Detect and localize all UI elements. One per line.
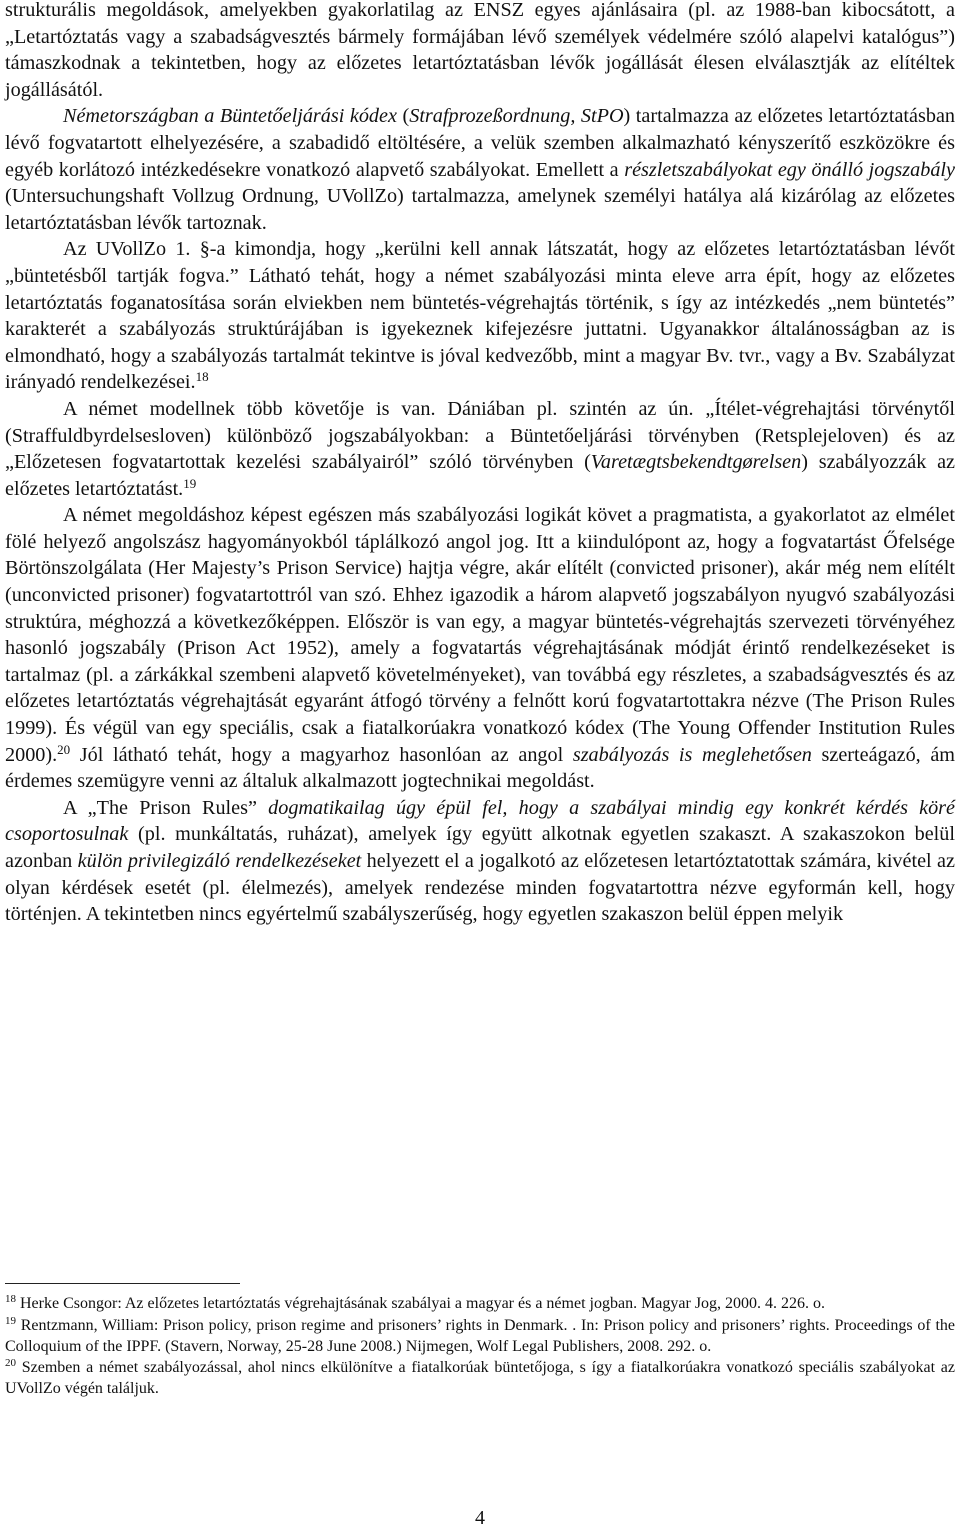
document-page (5, 0, 955, 1537)
footnote-text: Rentzmann, William: Prison policy, prison regime and prisoners’ rights in Denmark. . In: Prison policy and prisoners’ rights. Proceedings of the Colloquium of the IPPF. (Stavern, Norway, 25-28 June 2008.) Nijmegen, Wolf Legal Publishers, 2008. 292. o. (5, 1316, 955, 1355)
footnote-number: 18 (5, 1293, 16, 1305)
body-paragraph: A „The Prison Rules” dogmatikailag úgy épül fel, hogy a szabályai mindig egy konkrét kérdés köré csoportosulnak (pl. munkáltatás, ruházat), amelyek így együtt alkotnak egyetlen szakaszt. A szakaszokon belül azonban külön privilegizáló rendelkezéseket helyezett el a jogalkotó az előzetesen letartóztatottak számára, kivétel az olyan kérdések esetét (pl. élelmezés), amelyek rendezése minden fogvatartottra nézve egyformán kell, hogy történjen. A tekintetben nincs egyértelmű szabályszerűség, hogy egyetlen szakaszon belül éppen melyik (5, 796, 956, 926)
footnote-number: 19 (5, 1314, 16, 1327)
footnote (5, 1358, 955, 1400)
footnote-number: 20 (5, 1357, 16, 1370)
footnote-ref[interactable]: 18 (195, 369, 209, 385)
footnote (5, 1316, 955, 1358)
page-number: 4 (475, 1507, 485, 1529)
body-paragraph: A német modellnek több követője is van. Dániában pl. szintén az ún. „Ítélet-végrehajtási törvénytől (Straffuldbyrdelsesloven) különböző jogszabályokban: a Büntetőeljárási törvényben (Retsplejeloven) és az „Előzetesen fogvatartottak kezelési szabályairól” szóló törvényben (Varetægtsbekendtgørelsen) szabályozzák az előzetes letartóztatást.$^{19}$ (5, 397, 955, 500)
footnote-text: Szemben a német szabályozással, ahol nincs elkülönítve a fiatalkorúak büntetőjoga, s így a fiatalkorúakra vonatkozó speciális szabályokat az UVollZo végén találjuk. (5, 1359, 955, 1398)
footnote-ref[interactable]: 20 (57, 741, 71, 757)
footnote (5, 1294, 955, 1315)
body-paragraph: A német megoldáshoz képest egészen más szabályozási logikát követ a pragmatista, a gyakorlatot az elmélet fölé helyező angolszász hagyományokból táplálkozó angol jog. Itt a kiindulópont az, hogy a fogvatartást Őfelsége Börtönszolgálata (Her Majesty’s Prison Service) hajtja végre, akár elítélt (convicted prisoner), akár még nem elítélt (unconvicted prisoner) fogvatartottról van szó. Ehhez igazodik a három alapvető jogszabályon nyugvó szabályozási struktúra, méghozzá a következőképpen. Először is van egy, a magyar büntetés-végrehajtás szervezeti törvényéhez hasonló jogszabály (Prison Act 1952), amely a fogvatartás végrehajtásának módját érintő rendelkezéseket is tartalmaz (pl. a zárkákkal szembeni alapvető követelményeket), van továbbá egy részletes, a szabadságvesztés és az előzetes letartóztatás végrehajtását egyaránt átfogó törvény a felnőtt korú fogvatartottakra nézve (The Prison Rules 1999). És végül van egy speciális, csak a fiatalkorúakra vonatkozó kódex (The Young Offender Institution Rules 2000).$^{20}$ Jól látható tehát, hogy a magyarhoz hasonlóan az angol szabályozás is meglehetősen szerteágazó, ám érdemes szemügyre venni az általuk alkalmazott jogtechnikai megoldást. (5, 504, 956, 793)
body-paragraph: strukturális megoldások, amelyekben gyakorlatilag az ENSZ egyes ajánlásaira (pl. az 1988-ban kibocsátott, a „Letartóztatás vagy a szabadságvesztés bármely formájában lévő személyek védelmére szóló alapelvi katalógus”) támaszkodnak a tekintetben, hogy az előzetes letartóztatásban lévők jogállását élesen elválasztják az elítéltek jogállásától. (5, 0, 955, 101)
footnote-text: Herke Csongor: Az előzetes letartóztatás végrehajtásának szabályai a magyar és a német jogban. Magyar Jog, 2000. 4. 226. o. (16, 1295, 826, 1312)
footnote-divider (5, 1283, 240, 1284)
body-paragraph: Németországban a Büntetőeljárási kódex (Strafprozeßordnung, StPO) tartalmazza az előzetes letartóztatásban lévő fogvatartott elhelyezésére, a szabadidő eltöltésére, a velük szemben alkalmazható kényszerítő eszközökre és egyéb korlátozó intézkedésekre vonatkozó alapvető szabályokat. Emellett a részletszabályokat egy önálló jogszabály (Untersuchungshaft Vollzug Ordnung, UVollZo) tartalmazza, amelynek személyi hatálya alá kizárólag az előzetes letartóztatásban lévők tartoznak. (5, 105, 956, 234)
footnote-ref[interactable]: 19 (183, 475, 197, 491)
body-paragraph: Az UVollZo 1. §-a kimondja, hogy „kerülni kell annak látszatát, hogy az előzetes letartóztatásban lévőt „büntetésből tartják fogva.” Látható tehát, hogy a német szabályozási minta eleve arra épít, hogy az előzetes letartóztatás foganatosítása során elviekben nem büntetés-végrehajtás történik, s így az intézkedés „nem büntetés” karakterét a szabályozás struktúrájában is igyekeznek kifejezésre juttatni. Ugyanakkor általánosságban az is elmondható, hogy a szabályozás tartalmát tekintve is jóval kedvezőbb, mint a magyar Bv. tvr., vagy a Bv. Szabályzat irányadó rendelkezései.$^{18}$ (5, 238, 955, 394)
footnotes (5, 1294, 955, 1401)
